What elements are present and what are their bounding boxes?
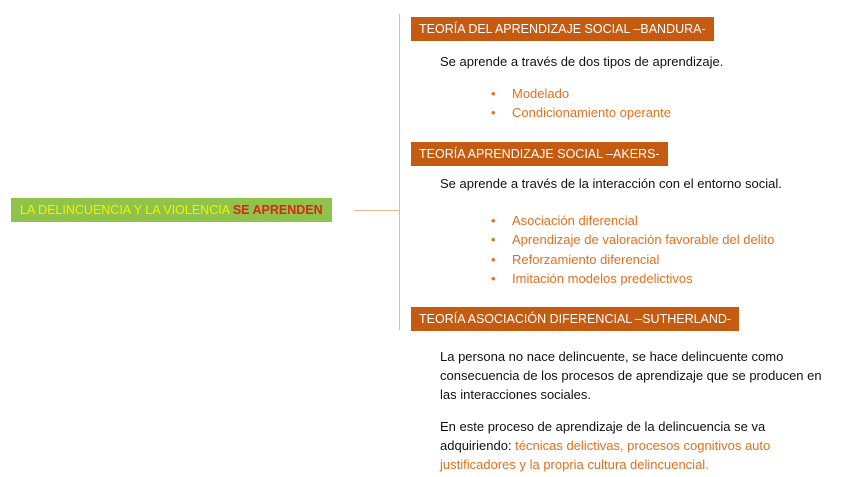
connector-vertical (399, 14, 400, 330)
root-concept-box (11, 198, 332, 222)
list-item: • Aprendizaje de valoración favorable del delito (491, 230, 774, 249)
list-item: • Modelado (491, 84, 671, 103)
section-description-akers: Se aprende a través de la interacción con el entorno social. (440, 176, 782, 191)
paragraph-prefix: En este proceso de aprendizaje de la delincuencia se va adquiriendo: (440, 419, 766, 453)
section-header-akers: TEORÍA APRENDIZAJE SOCIAL –AKERS- (411, 142, 668, 166)
bullet-list-akers (491, 211, 774, 288)
section-description-bandura: Se aprende a través de dos tipos de aprendizaje. (440, 54, 724, 69)
connector-horizontal (354, 210, 399, 211)
root-concept-highlight: SE APRENDEN (232, 203, 323, 217)
list-item: • Reforzamiento diferencial (491, 250, 774, 269)
root-concept-text: LA DELINCUENCIA Y LA VIOLENCIA (20, 203, 233, 217)
section-paragraph-sutherland-2 (440, 417, 835, 474)
list-item: • Imitación modelos predelictivos (491, 269, 774, 288)
section-header-sutherland: TEORÍA ASOCIACIÓN DIFERENCIAL –SUTHERLAND- (411, 307, 739, 331)
paragraph-highlight: técnicas delictivas, procesos cognitivos auto justificadores y la propria cultura delincuencial. (440, 438, 771, 472)
section-paragraph-sutherland-1: La persona no nace delincuente, se hace delincuente como consecuencia de los procesos de aprendizaje que se producen en las interacciones sociales. (440, 349, 822, 402)
list-item: • Asociación diferencial (491, 211, 774, 230)
list-item: • Condicionamiento operante (491, 103, 671, 122)
section-header-bandura: TEORÍA DEL APRENDIZAJE SOCIAL –BANDURA- (411, 17, 714, 41)
bullet-list-bandura (491, 84, 671, 123)
